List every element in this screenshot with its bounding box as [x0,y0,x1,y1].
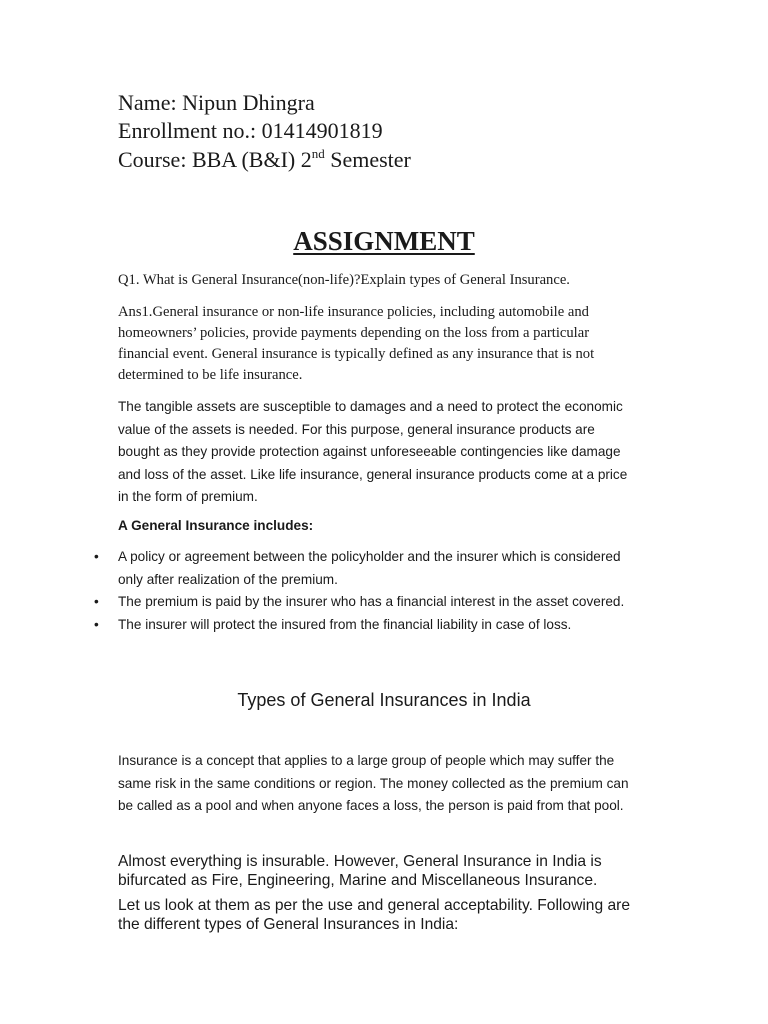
list-item-text: The premium is paid by the insurer who has a financial interest in the asset covered. [118,594,625,609]
student-name: Name: Nipun Dhingra [118,90,315,115]
types-heading: Types of General Insurances in India [237,690,531,710]
list-item [94,614,638,637]
insurable-paragraph: Almost everything is insurable. However, General Insurance in India is bifurcated as Fire, Engineering, Marine and Miscellaneous Insurance. [118,853,602,889]
assignment-title: ASSIGNMENT [293,226,475,256]
list-item [94,591,638,614]
course-ordinal-suffix: nd [311,146,325,161]
question-text: Q1. What is General Insurance(non-life)?Explain types of General Insurance. [118,272,570,288]
list-item [94,546,638,591]
insurance-concept-paragraph: Insurance is a concept that applies to a large group of people which may suffer the same risk in the same conditions or region. The money collected as the premium can be called as a pool and when anyone faces a loss, the person is paid from that pool. [118,753,629,813]
includes-list [94,546,638,636]
list-item-text: A policy or agreement between the policyholder and the insurer which is considered only after realization of the premium. [118,549,621,587]
bullet-symbol: • [94,594,99,609]
answer-text: Ans1.General insurance or non-life insurance policies, including automobile and homeowners’ policies, provide payments depending on the loss from a particular financial event. General insurance is typically defined as any insurance that is not determined to be life insurance. [118,304,595,383]
bullet-symbol: • [94,616,99,632]
course-suffix: Semester [324,147,411,172]
tangible-assets-paragraph: The tangible assets are susceptible to damages and a need to protect the economic value of the assets is needed. For this purpose, general insurance products are bought as they provide protection against unforeseeable contingencies like damage and loss of the asset. Like life insurance, general insurance products come at a price in the form of premium. [118,399,628,504]
course-prefix: Course: BBA (B&I) 2 [118,147,312,172]
enrollment-number: Enrollment no.: 01414901819 [118,118,383,143]
course-line [118,147,411,173]
list-item-text: The insurer will protect the insured from the financial liability in case of loss. [118,616,572,632]
bullet-symbol: • [94,549,99,564]
includes-heading: A General Insurance includes: [118,518,314,533]
look-at-types-paragraph: Let us look at them as per the use and general acceptability. Following are the different types of General Insurances in India: [118,897,631,933]
